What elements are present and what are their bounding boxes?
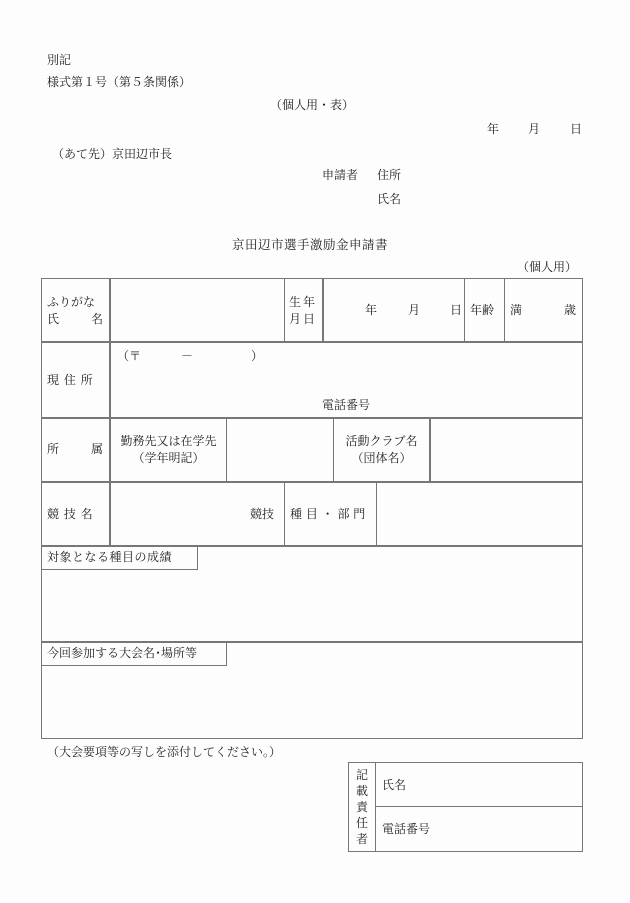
birth-month-label: 月 (408, 303, 421, 317)
postal-close: ） (251, 349, 264, 363)
birth-label-1: 生年 (289, 295, 318, 309)
sport-suffix: 競技 (250, 507, 275, 521)
col-divider (464, 278, 465, 341)
responsible-label-char: 記 (355, 768, 368, 782)
col-divider (504, 278, 505, 341)
address-label: 現 住 所 (47, 373, 93, 387)
workplace-input[interactable] (227, 419, 332, 480)
sport-label: 競 技 名 (47, 507, 93, 521)
responsible-phone-input[interactable] (376, 807, 582, 851)
event-label: 種 目 ・ 部 門 (290, 507, 366, 521)
applicant-label: 申請者 (322, 168, 359, 182)
form-number: 様式第１号（第５条関係） (47, 75, 192, 89)
col-divider (333, 417, 334, 481)
date-day-label: 日 (570, 122, 583, 136)
addressee: （あて先）京田辺市長 (52, 147, 173, 161)
birth-label-2: 月日 (289, 312, 318, 326)
club-label-2: （団体名） (351, 451, 412, 465)
age-input[interactable] (506, 280, 582, 340)
age-suffix: 歳 (564, 303, 577, 317)
results-label: 対象となる種目の成績 (47, 550, 173, 564)
responsible-label-char: 載 (355, 784, 368, 798)
date-month-label: 月 (528, 122, 541, 136)
name-input[interactable] (111, 280, 283, 340)
responsible-label-char: 責 (355, 800, 368, 814)
page-title: 京田辺市選手激励金申請書 (232, 237, 389, 252)
birth-year-label: 年 (365, 303, 378, 317)
attachment-note: （大会要項等の写しを添付してください。） (47, 745, 282, 759)
workplace-label-1: 勤務先又は在学先 (120, 434, 217, 448)
results-input[interactable] (43, 571, 581, 640)
applicant-name-label: 氏名 (377, 192, 402, 206)
responsible-label-char: 任 (355, 816, 368, 830)
annex-label: 別記 (47, 53, 72, 67)
col-divider (284, 278, 285, 341)
birthdate-input[interactable] (324, 280, 463, 340)
form-type: （個人用・表） (270, 98, 355, 112)
page-subtitle: （個人用） (517, 260, 578, 274)
age-prefix: 満 (510, 303, 523, 317)
responsible-label (349, 767, 375, 847)
affiliation-label-1: 所 (47, 442, 60, 456)
club-input[interactable] (431, 419, 582, 480)
responsible-name-label: 氏名 (382, 778, 407, 792)
competition-label: 今回参加する大会名･場所等 (47, 646, 198, 660)
age-label: 年齢 (470, 303, 495, 317)
responsible-name-input[interactable] (376, 763, 582, 805)
event-input[interactable] (377, 483, 582, 544)
competition-input[interactable] (43, 667, 581, 737)
workplace-label-2: （学年明記） (132, 451, 205, 465)
postal-open: （〒 (117, 349, 142, 363)
responsible-phone-label: 電話番号 (382, 822, 431, 836)
birth-day-label: 日 (450, 303, 463, 317)
sport-input[interactable] (111, 483, 283, 544)
name-label-2: 名 (91, 312, 104, 326)
col-divider (284, 481, 285, 545)
postal-dash: － (181, 349, 194, 363)
affiliation-label-2: 属 (91, 442, 104, 456)
furigana-label: ふりがな (47, 295, 96, 309)
responsible-label-char: 者 (355, 832, 368, 846)
phone-label: 電話番号 (322, 398, 371, 412)
applicant-address-label: 住所 (377, 168, 402, 182)
address-input[interactable] (111, 343, 582, 416)
date-year-label: 年 (487, 122, 500, 136)
club-label-1: 活動クラブ名 (345, 434, 418, 448)
name-label-1: 氏 (47, 312, 60, 326)
